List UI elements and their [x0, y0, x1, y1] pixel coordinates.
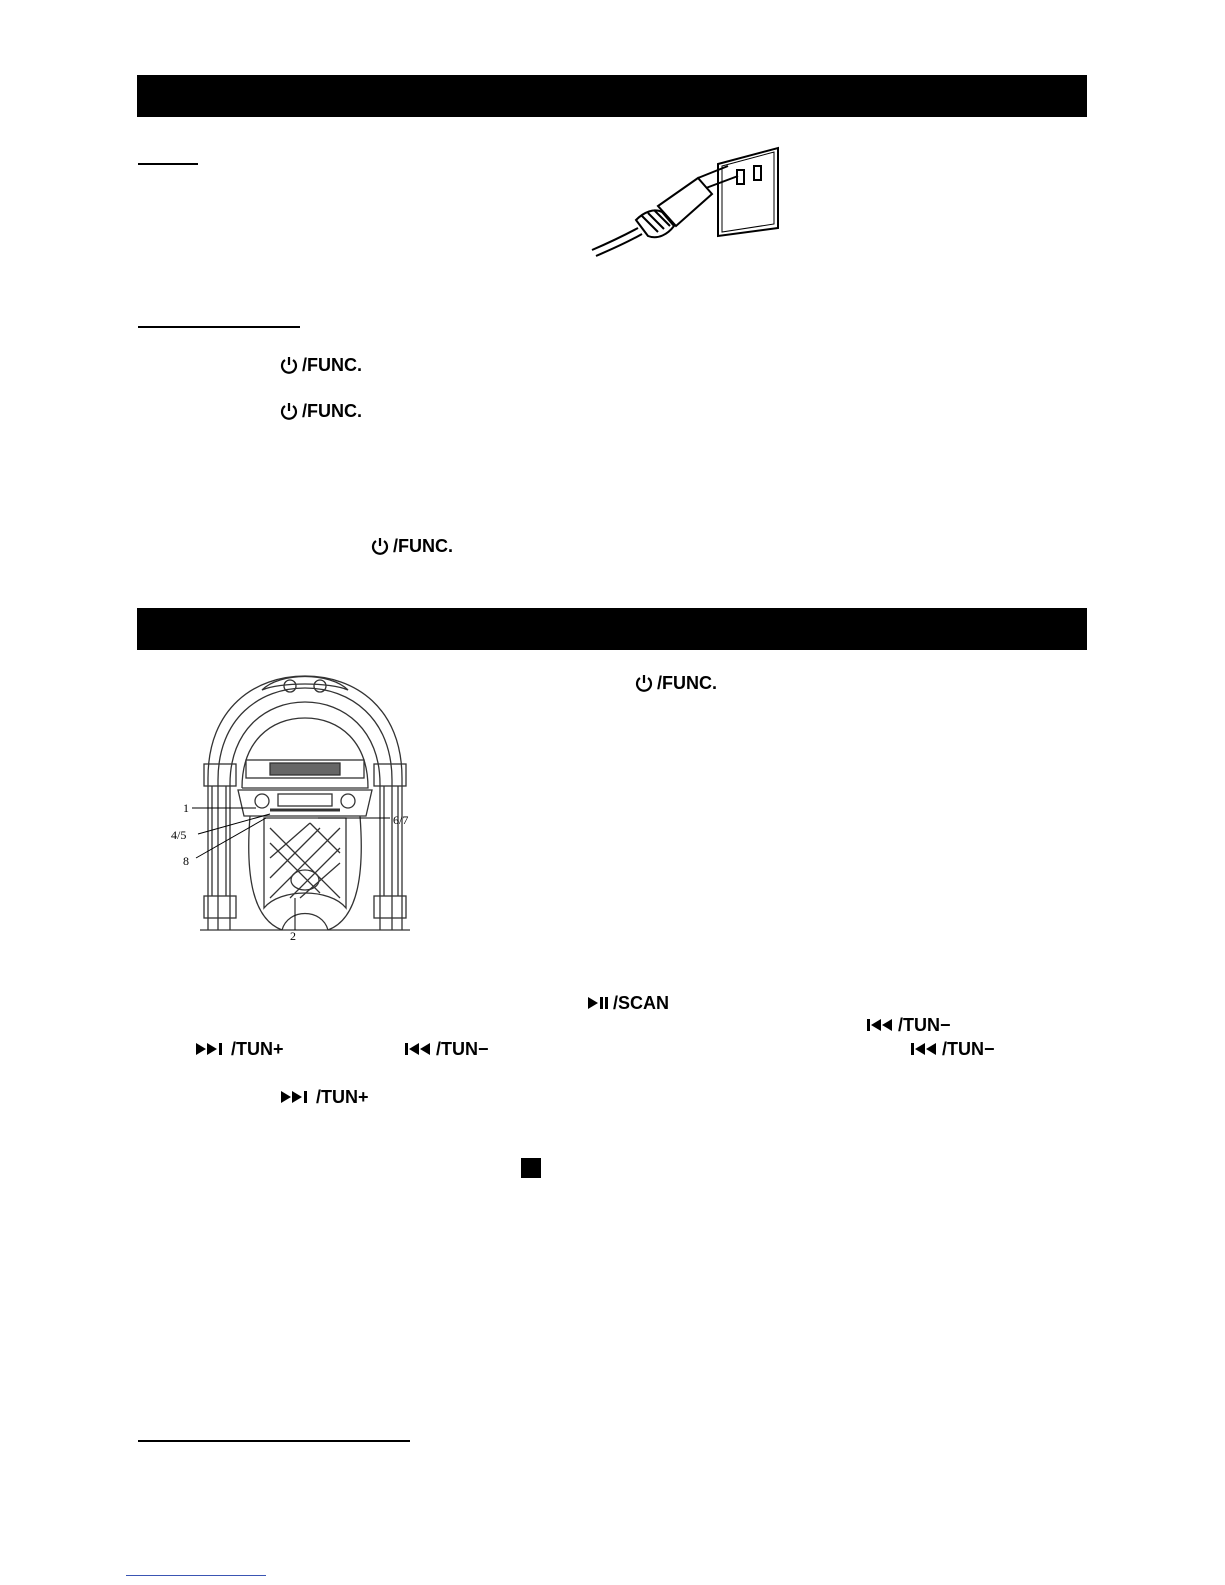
- callout-6-7: 6/7: [393, 813, 409, 827]
- next-tun-text: /TUN+: [231, 1039, 284, 1059]
- prev-tun-label: [866, 1014, 951, 1036]
- prev-tun-label: [404, 1038, 489, 1060]
- play-scan-text: /SCAN: [613, 993, 670, 1013]
- next-tun-text: /TUN+: [316, 1087, 369, 1107]
- section-header-bar-1: [137, 75, 1087, 117]
- power-icon: [280, 356, 298, 374]
- power-func-text: /FUNC.: [302, 401, 362, 421]
- power-func-label: [635, 672, 717, 694]
- prev-tun-text: /TUN−: [436, 1039, 489, 1059]
- callout-1: 1: [183, 801, 189, 815]
- callout-4-5: 4/5: [171, 828, 187, 842]
- skip-forward-icon: [280, 1090, 312, 1104]
- jukebox-diagram: [170, 668, 440, 948]
- skip-back-icon: [404, 1042, 432, 1056]
- play-scan-label: [587, 992, 669, 1014]
- power-icon: [635, 674, 653, 692]
- stop-icon: [521, 1158, 541, 1178]
- power-func-label: [280, 354, 362, 376]
- power-func-text: /FUNC.: [657, 673, 717, 693]
- heading-underline-2: [138, 326, 300, 328]
- prev-tun-text: /TUN−: [942, 1039, 995, 1059]
- heading-underline-1: [138, 163, 198, 165]
- power-func-text: /FUNC.: [393, 536, 453, 556]
- prev-tun-label: [910, 1038, 995, 1060]
- callout-8: 8: [183, 854, 189, 868]
- next-tun-label: [195, 1038, 284, 1060]
- footer-link-underline[interactable]: [126, 1575, 266, 1576]
- power-icon: [371, 537, 389, 555]
- play-pause-icon: [587, 996, 609, 1010]
- plug-outlet-illustration: [588, 136, 788, 262]
- prev-tun-text: /TUN−: [898, 1015, 951, 1035]
- skip-forward-icon: [195, 1042, 227, 1056]
- power-func-label: [371, 535, 453, 557]
- skip-back-icon: [910, 1042, 938, 1056]
- heading-underline-3: [138, 1440, 410, 1442]
- power-func-text: /FUNC.: [302, 355, 362, 375]
- skip-back-icon: [866, 1018, 894, 1032]
- callout-2: 2: [290, 929, 296, 943]
- power-icon: [280, 402, 298, 420]
- section-header-bar-2: [137, 608, 1087, 650]
- next-tun-label: [280, 1086, 369, 1108]
- power-func-label: [280, 400, 362, 422]
